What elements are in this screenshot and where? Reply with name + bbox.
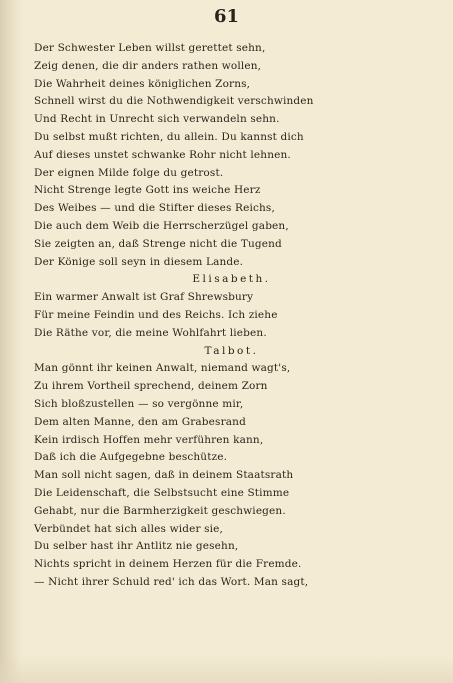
verse-line: Der Schwester Leben willst gerettet sehn,	[34, 42, 266, 54]
verse-line: Schnell wirst du die Nothwendigkeit verschwinden	[34, 95, 314, 108]
page-number: 61	[213, 6, 240, 27]
verse-line: Dem alten Manne, den am Grabesrand	[34, 415, 246, 428]
verse-line: Zu ihrem Vortheil sprechend, deinem Zorn	[34, 380, 268, 393]
verse-line: Kein irdisch Hoffen mehr verführen kann,	[34, 433, 264, 446]
verse-line: Die auch dem Weib die Herrscherzügel gaben,	[34, 219, 289, 232]
verse-line: Zeig denen, die dir anders rathen wollen,	[34, 59, 262, 72]
page-bottom-shading	[0, 655, 453, 683]
verse-line: Der eignen Milde folge du getrost.	[34, 166, 224, 179]
verse-line: Die Wahrheit deines königlichen Zorns,	[34, 77, 251, 90]
verse-line: Für meine Feindin und des Reichs. Ich ziehe	[34, 308, 278, 321]
verse-line: Du selbst mußt richten, du allein. Du kannst dich	[34, 130, 304, 143]
verse-line: Die Räthe vor, die meine Wohlfahrt lieben.	[34, 326, 267, 339]
verse-line: Sie zeigten an, daß Strenge nicht die Tugend	[34, 237, 282, 250]
verse-line: Man soll nicht sagen, daß in deinem Staatsrath	[34, 469, 294, 482]
verse-line: Nichts spricht in deinem Herzen für die Fremde.	[34, 558, 302, 571]
verse-line: Und Recht in Unrecht sich verwandeln sehn.	[34, 113, 280, 126]
page-gutter-shadow	[0, 0, 22, 683]
verse-line: Verbündet hat sich alles wider sie,	[34, 522, 223, 535]
verse-text-block	[34, 40, 429, 592]
verse-line: Du selber hast ihr Antlitz nie gesehn,	[34, 540, 239, 553]
speaker-heading: Elisabeth.	[192, 273, 271, 286]
verse-line: Daß ich die Aufgegebne beschütze.	[34, 451, 228, 464]
verse-line: Des Weibes — und die Stifter dieses Reichs,	[34, 202, 275, 215]
verse-line: — Nicht ihrer Schuld red' ich das Wort. Man sagt,	[34, 575, 309, 588]
verse-line: Der Könige soll seyn in diesem Lande.	[34, 255, 244, 268]
speaker-heading: Talbot.	[204, 344, 259, 357]
verse-line: Auf dieses unstet schwanke Rohr nicht lehnen.	[34, 148, 291, 161]
verse-line: Man gönnt ihr keinen Anwalt, niemand wagt's,	[34, 362, 291, 375]
verse-line: Sich bloßzustellen — so vergönne mir,	[34, 397, 244, 410]
verse-line: Die Leidenschaft, die Selbstsucht eine Stimme	[34, 486, 290, 499]
verse-line: Nicht Strenge legte Gott ins weiche Herz	[34, 184, 261, 197]
verse-line: Ein warmer Anwalt ist Graf Shrewsbury	[34, 291, 254, 304]
verse-line: Gehabt, nur die Barmherzigkeit geschwiegen.	[34, 504, 286, 517]
